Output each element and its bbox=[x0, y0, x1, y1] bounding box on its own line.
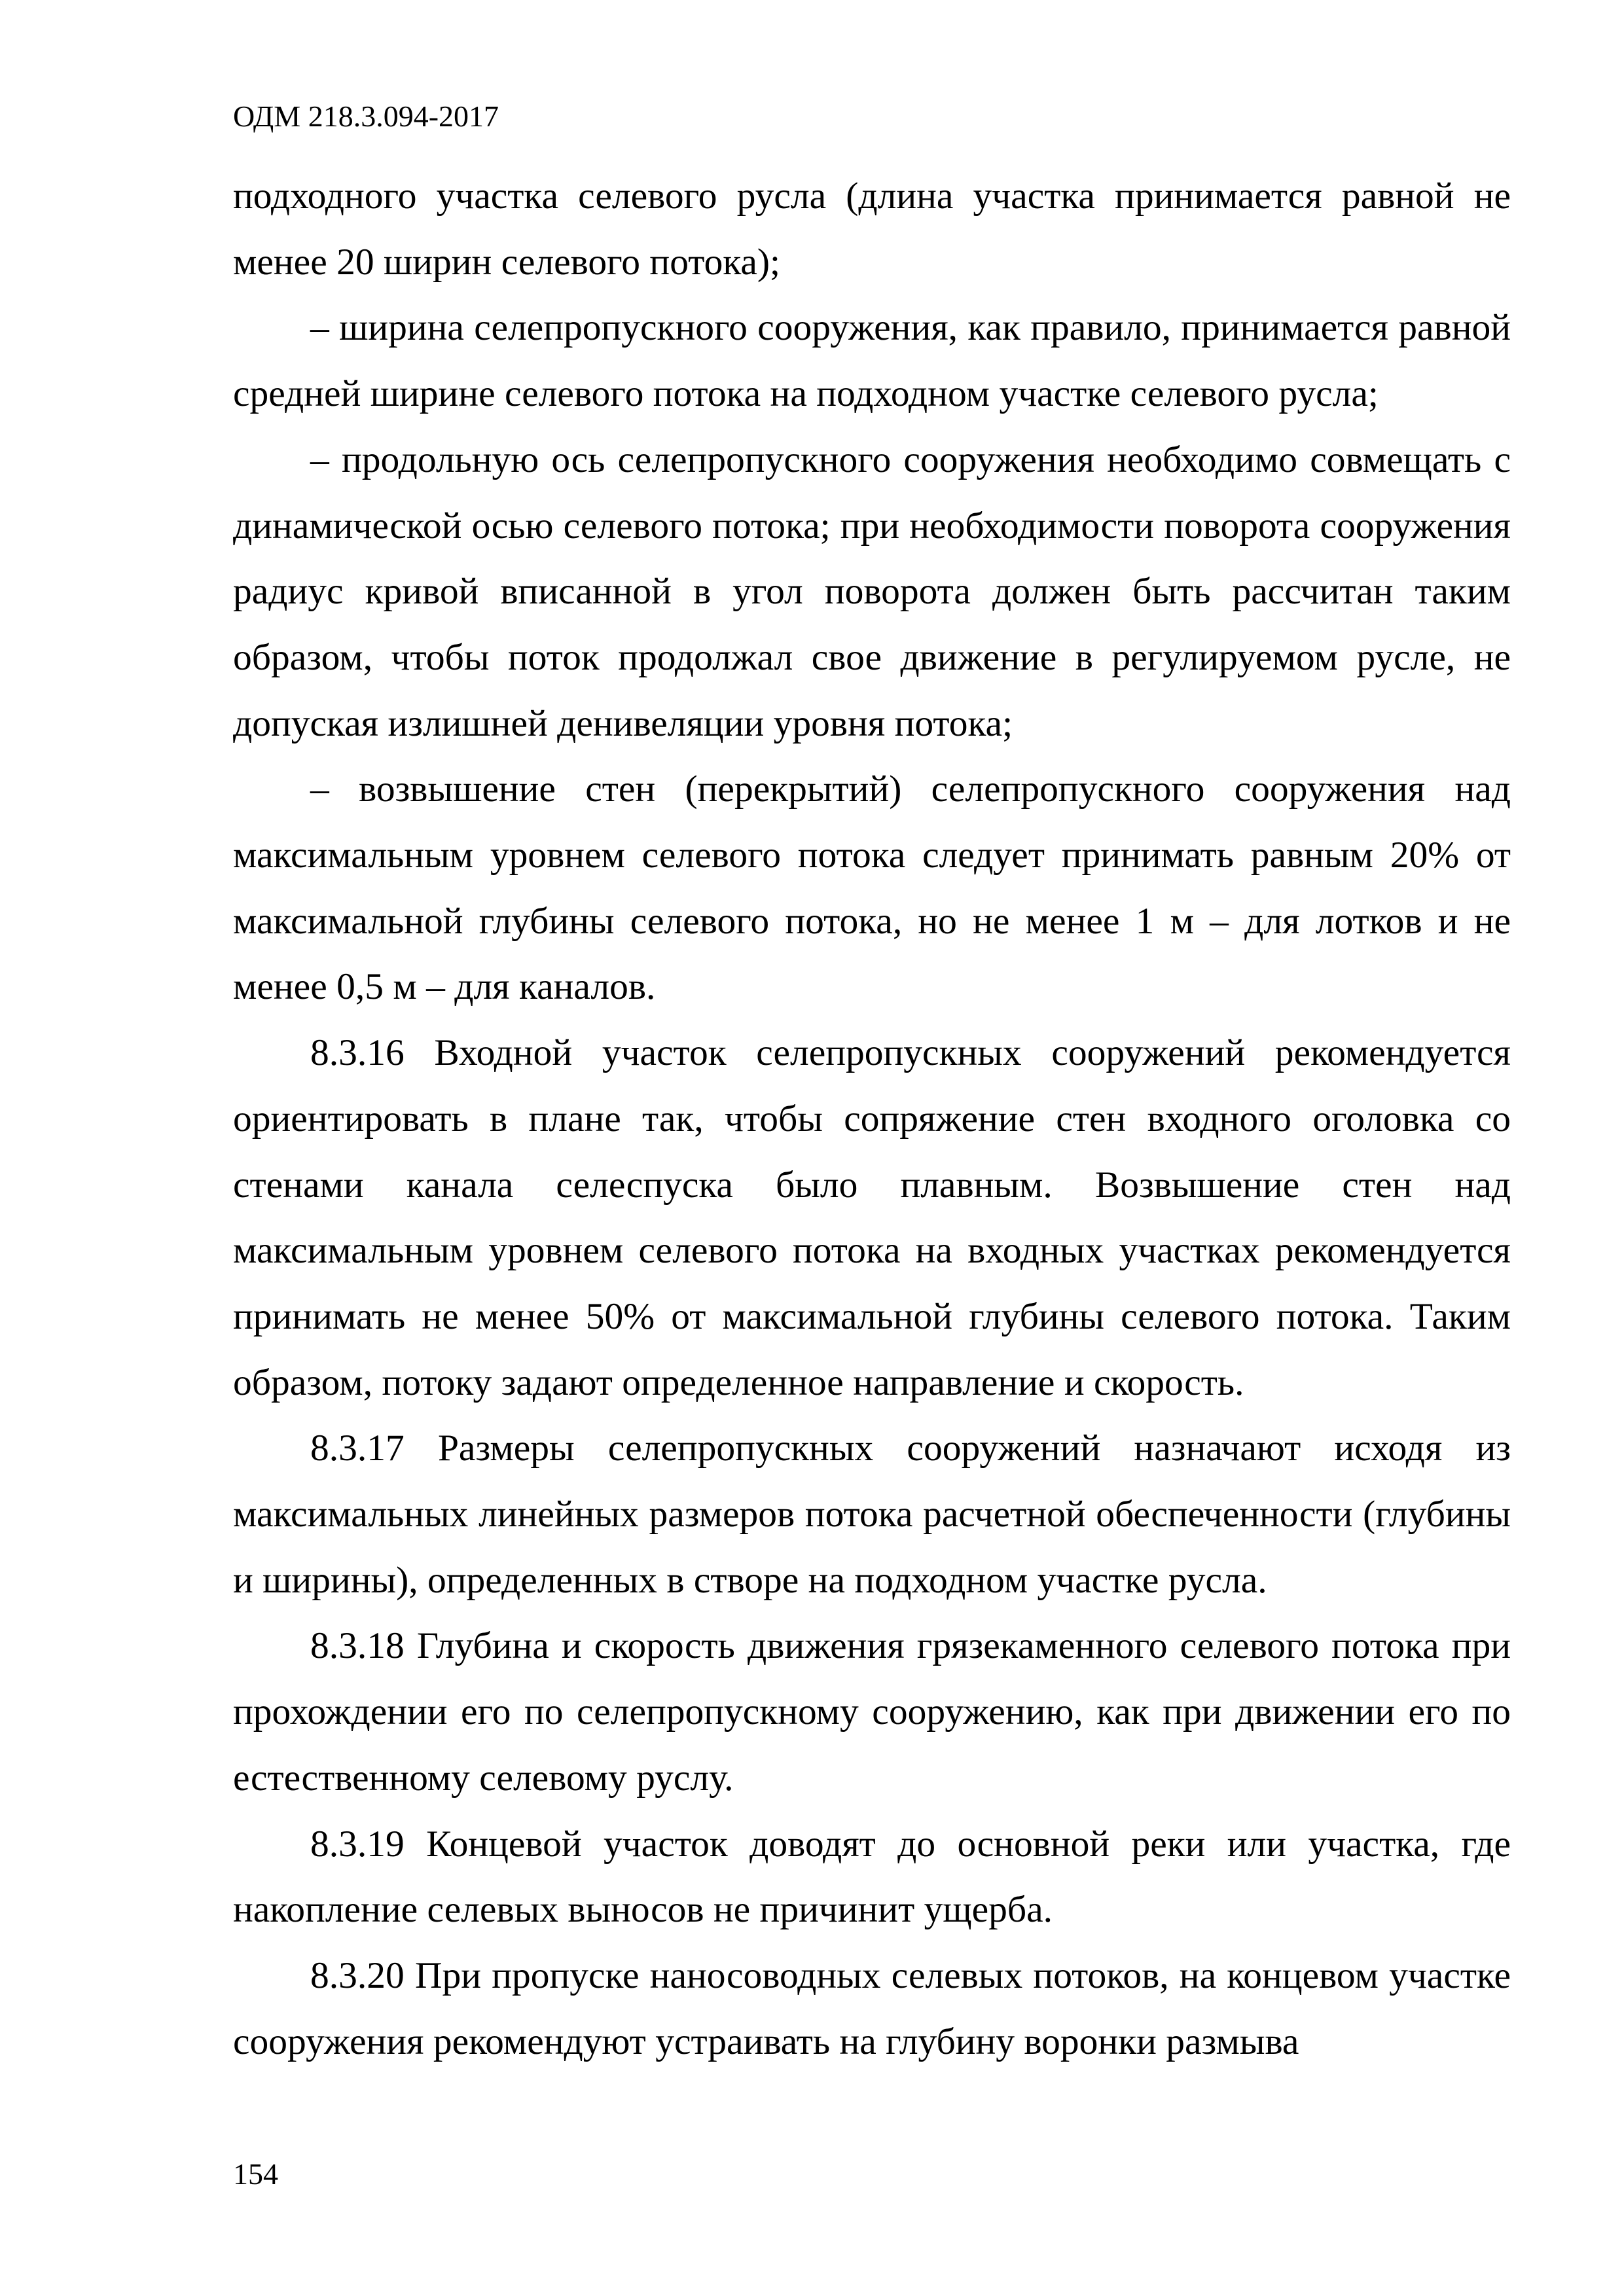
paragraph-list-item-wall-height: – возвышение стен (перекрытий) селепропускного сооружения над максимальным уровнем селевого потока следует принимать равным 20% от максимальной глубины селевого потока, но не менее 1 м – для лотков и не менее 0,5 м – для каналов. bbox=[233, 768, 1511, 1008]
paragraph-list-item-width: – ширина селепропускного сооружения, как правило, принимается равной средней ширине селевого потока на подходном участке селевого русла; bbox=[233, 307, 1511, 415]
paragraph-8-3-16: 8.3.16 Входной участок селепропускных сооружений рекомендуется ориентировать в плане так, чтобы сопряжение стен входного оголовка со стенами канала селеспуска было плавным. Возвышение стен над максимальным уровнем селевого потока на входных участках рекомендуется принимать не менее 50% от максимальной глубины селевого потока. Таким образом, потоку задают определенное направление и скорость. bbox=[233, 1032, 1511, 1403]
paragraph-8-3-20: 8.3.20 При пропуске наносоводных селевых потоков, на концевом участке сооружения рекомендуют устраивать на глубину воронки размыва bbox=[233, 1954, 1511, 2062]
body-text bbox=[233, 164, 1511, 2075]
paragraph-list-item-axis: – продольную ось селепропускного сооружения необходимо совмещать с динамической осью селевого потока; при необходимости поворота сооружения радиус кривой вписанной в угол поворота должен быть рассчитан таким образом, чтобы поток продолжал свое движение в регулируемом русле, не допуская излишней денивеляции уровня потока; bbox=[233, 439, 1511, 744]
paragraph-8-3-19: 8.3.19 Концевой участок доводят до основной реки или участка, где накопление селевых выносов не причинит ущерба. bbox=[233, 1823, 1511, 1931]
paragraph-8-3-18: 8.3.18 Глубина и скорость движения грязекаменного селевого потока при прохождении его по селепропускному сооружению, как при движении его по естественному селевому руслу. bbox=[233, 1625, 1511, 1799]
paragraph-continuation: подходного участка селевого русла (длина участка принимается равной не менее 20 ширин селевого потока); bbox=[233, 175, 1511, 283]
page-number: 154 bbox=[233, 2157, 278, 2191]
document-code-header: ОДМ 218.3.094-2017 bbox=[233, 99, 499, 133]
paragraph-8-3-17: 8.3.17 Размеры селепропускных сооружений назначают исходя из максимальных линейных размеров потока расчетной обеспеченности (глубины и ширины), определенных в створе на подходном участке русла. bbox=[233, 1427, 1511, 1601]
